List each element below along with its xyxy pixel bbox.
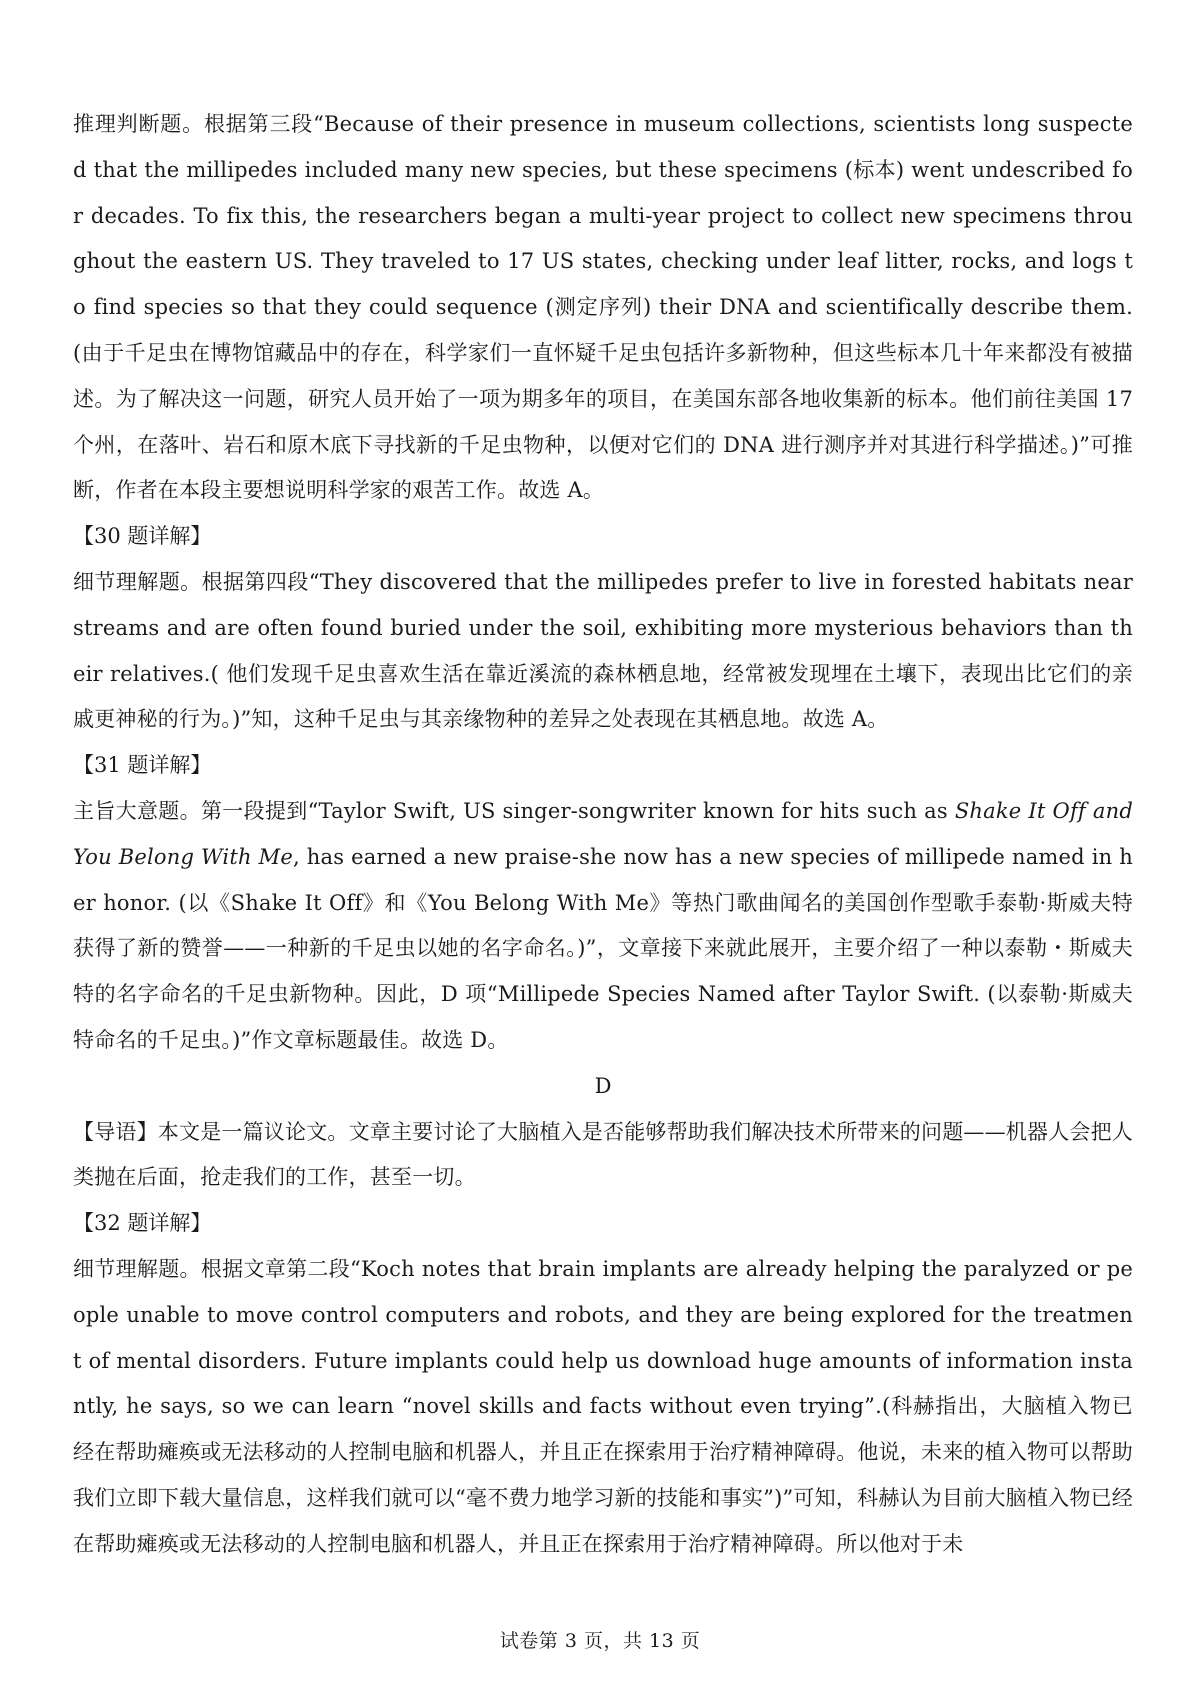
section-d-label: D	[594, 1073, 612, 1098]
q31-text-part-a: 主旨大意题。第一段提到“Taylor Swift, US singer-songwriter known for hits such as	[73, 798, 955, 823]
q31-song-titles: Shake It Off and You Belong With Me	[73, 798, 1133, 869]
q29-explanation-continued: 推理判断题。根据第三段“Because of their presence in museum collections, scientists long suspected that the millipedes included many new species, but these specimens (标本) went undescribed for decades. To fix this, the researchers began a multi-year project to collect new specimens throughout the eastern US. They traveled to 17 US states, checking under leaf litter, rocks, and logs to find species so that they could sequence (测定序列) their DNA and scientifically describe them. (由于千足虫在博物馆藏品中的存在，科学家们一直怀疑千足虫包括许多新物种，但这些标本几十年来都没有被描述。为了解决这一问题，研究人员开始了一项为期多年的项目，在美国东部各地收集新的标本。他们前往美国 17 个州，在落叶、岩石和原木底下寻找新的千足虫物种，以便对它们的 DNA 进行测序并对其进行科学描述。)”可推断，作者在本段主要想说明科学家的艰苦工作。故选 A。	[73, 112, 1133, 503]
section-d-intro: 【导语】本文是一篇议论文。文章主要讨论了大脑植入是否能够帮助我们解决技术所带来的问题——机器人会把人类抛在后面，抢走我们的工作，甚至一切。	[73, 1119, 1133, 1190]
q32-heading: 【32 题详解】	[73, 1211, 212, 1236]
page-footer: 试卷第 3 页，共 13 页	[499, 1630, 701, 1652]
q30-explanation: 细节理解题。根据第四段“They discovered that the millipedes prefer to live in forested habitats near streams and are often found buried under the soil, exhibiting more mysterious behaviors than their relatives.( 他们发现千足虫喜欢生活在靠近溪流的森林栖息地，经常被发现埋在土壤下，表现出比它们的亲戚更神秘的行为。)”知，这种千足虫与其亲缘物种的差异之处表现在其栖息地。故选 A。	[73, 569, 1133, 732]
q31-text-part-b: , has earned a new praise-she now has a new species of millipede named in her honor. (以《Shake It Off》和《You Belong With Me》等热门歌曲闻名的美国创作型歌手泰勒·斯威夫特获得了新的赞誉——一种新的千足虫以她的名字命名。)”，文章接下来就此展开，主要介绍了一种以泰勒・斯威夫特的名字命名的千足虫新物种。因此，D 项“Millipede Species Named after Taylor Swift. (以泰勒·斯威夫特命名的千足虫。)”作文章标题最佳。故选 D。	[73, 844, 1133, 1052]
q32-explanation: 细节理解题。根据文章第二段“Koch notes that brain implants are already helping the paralyzed or people unable to move control computers and robots, and they are being explored for the treatment of mental disorders. Future implants could help us download huge amounts of information instantly, he says, so we can learn “novel skills and facts without even trying”.(科赫指出，大脑植入物已经在帮助瘫痪或无法移动的人控制电脑和机器人，并且正在探索用于治疗精神障碍。他说，未来的植入物可以帮助我们立即下载大量信息，这样我们就可以“毫不费力地学习新的技能和事实”)”可知，科赫认为目前大脑植入物已经在帮助瘫痪或无法移动的人控制电脑和机器人，并且正在探索用于治疗精神障碍。所以他对于未	[73, 1256, 1133, 1556]
q30-heading: 【30 题详解】	[73, 524, 212, 549]
q31-explanation	[73, 789, 1133, 1064]
document-body	[73, 102, 1133, 1568]
q31-heading: 【31 题详解】	[73, 753, 212, 778]
